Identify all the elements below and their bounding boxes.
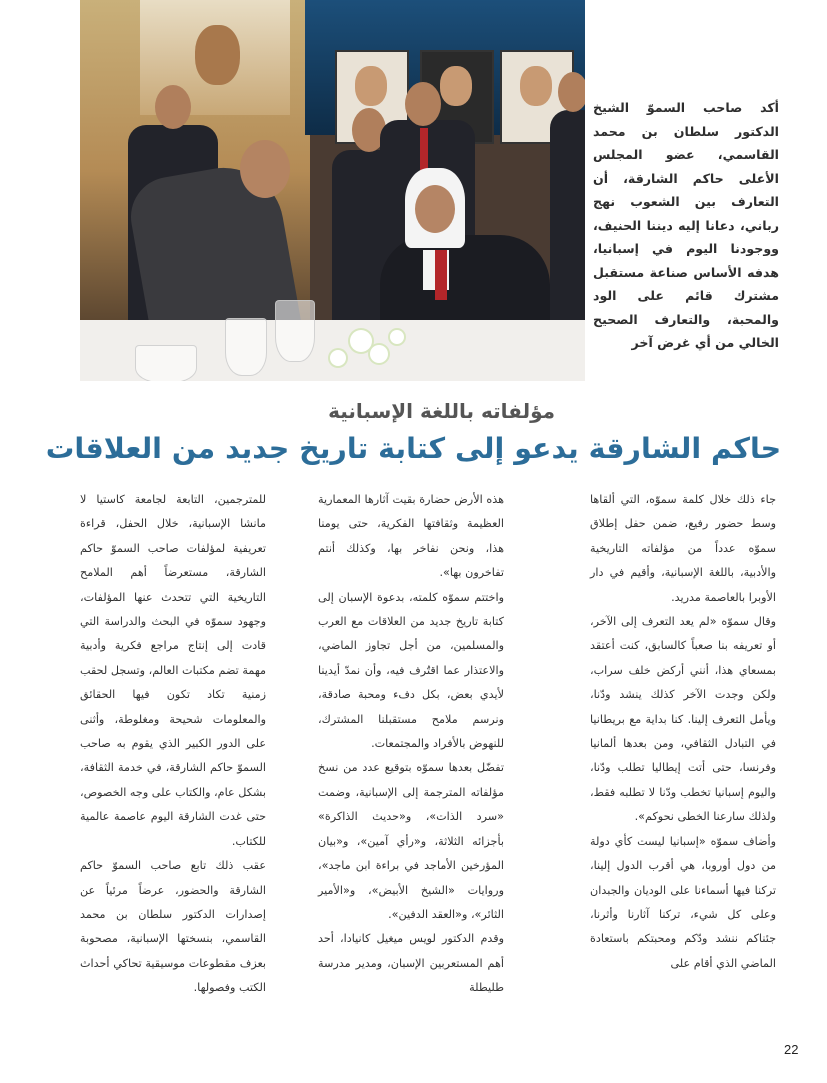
paragraph: واختتم سموّه كلمته، بدعوة الإسبان إلى كتابة تاريخ جديد من العلاقات مع العرب والمسلمين، من أجل تجاوز الماضي، والاعتذار عما اقتُرف فيه، وأن نمدّ أيدينا لأيدي بعض، بكل دفء ومحبة صادقة، ونرسم ملامح مستقبلنا المشترك، للنهوض بالأفراد والمجتمعات. [318, 590, 504, 751]
article-column-2 [318, 488, 504, 1001]
paragraph: وقال سموّه «لم يعد التعرف إلى الآخر، أو تعريفه بنا صعباً كالسابق، كنت أعتقد بمسعاي هذا، أنني أركض خلف سراب، ولكن وجدت الآخر كذلك ينشد ودّنا، ويأمل التعرف إلينا. كنا بداية مع بريطانيا في التبادل الثقافي، ومن بعدها ألمانيا وفرنسا، حتى أتت إيطاليا تطلب ودّنا، واليوم إسبانيا تخطب ودّنا لا تطلبه فقط، ولذلك سارعنا الخطى نحوكم». [590, 615, 776, 824]
event-photo [80, 0, 585, 381]
paragraph: للمترجمين، التابعة لجامعة كاستيا لا مانشا الإسبانية، خلال الحفل، قراءة تعريفية لمؤلفات صاحب السموّ حاكم الشارقة، مستعرضاً أهم الملامح التاريخية التي تتحدث عنها المؤلفات، وجهود سموّه في البحث والدراسة التي قادت إلى إنتاج مراجع فكرية وأدبية مهمة تضم مكتبات العالم، وتسجل لحقب زمنية تكاد تكون فيها الحقائق والمعلومات شحيحة ومغلوطة، وأثنى على الدور الكبير الذي يقوم به صاحب السموّ حاكم الشارقة، في خدمة الثقافة، بشكل عام، والكتاب على وجه الخصوص، حتى غدت الشارقة اليوم عاصمة عالمية للكتاب. [80, 493, 266, 848]
article-column-1 [590, 488, 776, 976]
page-number: 22 [784, 1042, 799, 1057]
paragraph: جاء ذلك خلال كلمة سموّه، التي ألقاها وسط حضور رفيع، ضمن حفل إطلاق سموّه عدداً من مؤلفاته التاريخية والأدبية، باللغة الإسبانية، وأقيم في دار الأوبرا بالعاصمة مدريد. [590, 493, 776, 604]
article-headline: حاكم الشارقة يدعو إلى كتابة تاريخ جديد من العلاقات [45, 432, 782, 465]
article-column-3 [80, 488, 266, 1001]
paragraph: تفضّل بعدها سموّه بتوقيع عدد من نسخ مؤلفاته المترجمة إلى الإسبانية، وضمت «سرد الذات»، و«حديث الذاكرة» بأجزائه الثلاثة، و«رأي آمين»، و«بيان المؤرخين الأماجد في براءة ابن ماجد»، وروايات «الشيخ الأبيض»، و«الأمير الثائر»، و«العقد الدفين». [318, 761, 504, 921]
paragraph: هذه الأرض حضارة بقيت آثارها المعمارية العظيمة وثقافتها الفكرية، حتى يومنا هذا، ونحن نفاخر بها، وكذلك أنتم تفاخرون بها». [318, 493, 504, 580]
paragraph: وأضاف سموّه «إسبانيا ليست كأي دولة من دول أوروبا، هي أقرب الدول إلينا، تركنا فيها أسماءنا على الوديان والجبدان وعلى كل شيء، تركنا آثارنا وأثرنا، جئناكم ننشد ودّكم ومحبتكم باستعادة الماضي الذي أقام على [590, 834, 776, 970]
paragraph: وقدم الدكتور لويس ميغيل كانيادا، أحد أهم المستعربين الإسبان، ومدير مدرسة طليطلة [318, 932, 504, 995]
paragraph: عقب ذلك تابع صاحب السموّ حاكم الشارقة والحضور، عرضاً مرئياً عن إصدارات الدكتور سلطان بن محمد القاسمي، بنسختها الإسبانية، مصحوبة بعزف مقطوعات موسيقية تحاكي أحداث الكتب وفصولها. [80, 859, 266, 995]
article-kicker: مؤلفاته باللغة الإسبانية [328, 399, 555, 423]
photo-caption: أكد صاحب السموّ الشيخ الدكتور سلطان بن محمد القاسمي، عضو المجلس الأعلى حاكم الشارقة، أن التعارف بين الشعوب نهج رباني، دعانا إليه ديننا الحنيف، ووجودنا اليوم في إسبانيا، هدفه الأساس صناعة مستقبل مشترك قائم على الود والمحبة، والتعارف الصحيح الخالي من أي غرض آخر [593, 100, 779, 350]
